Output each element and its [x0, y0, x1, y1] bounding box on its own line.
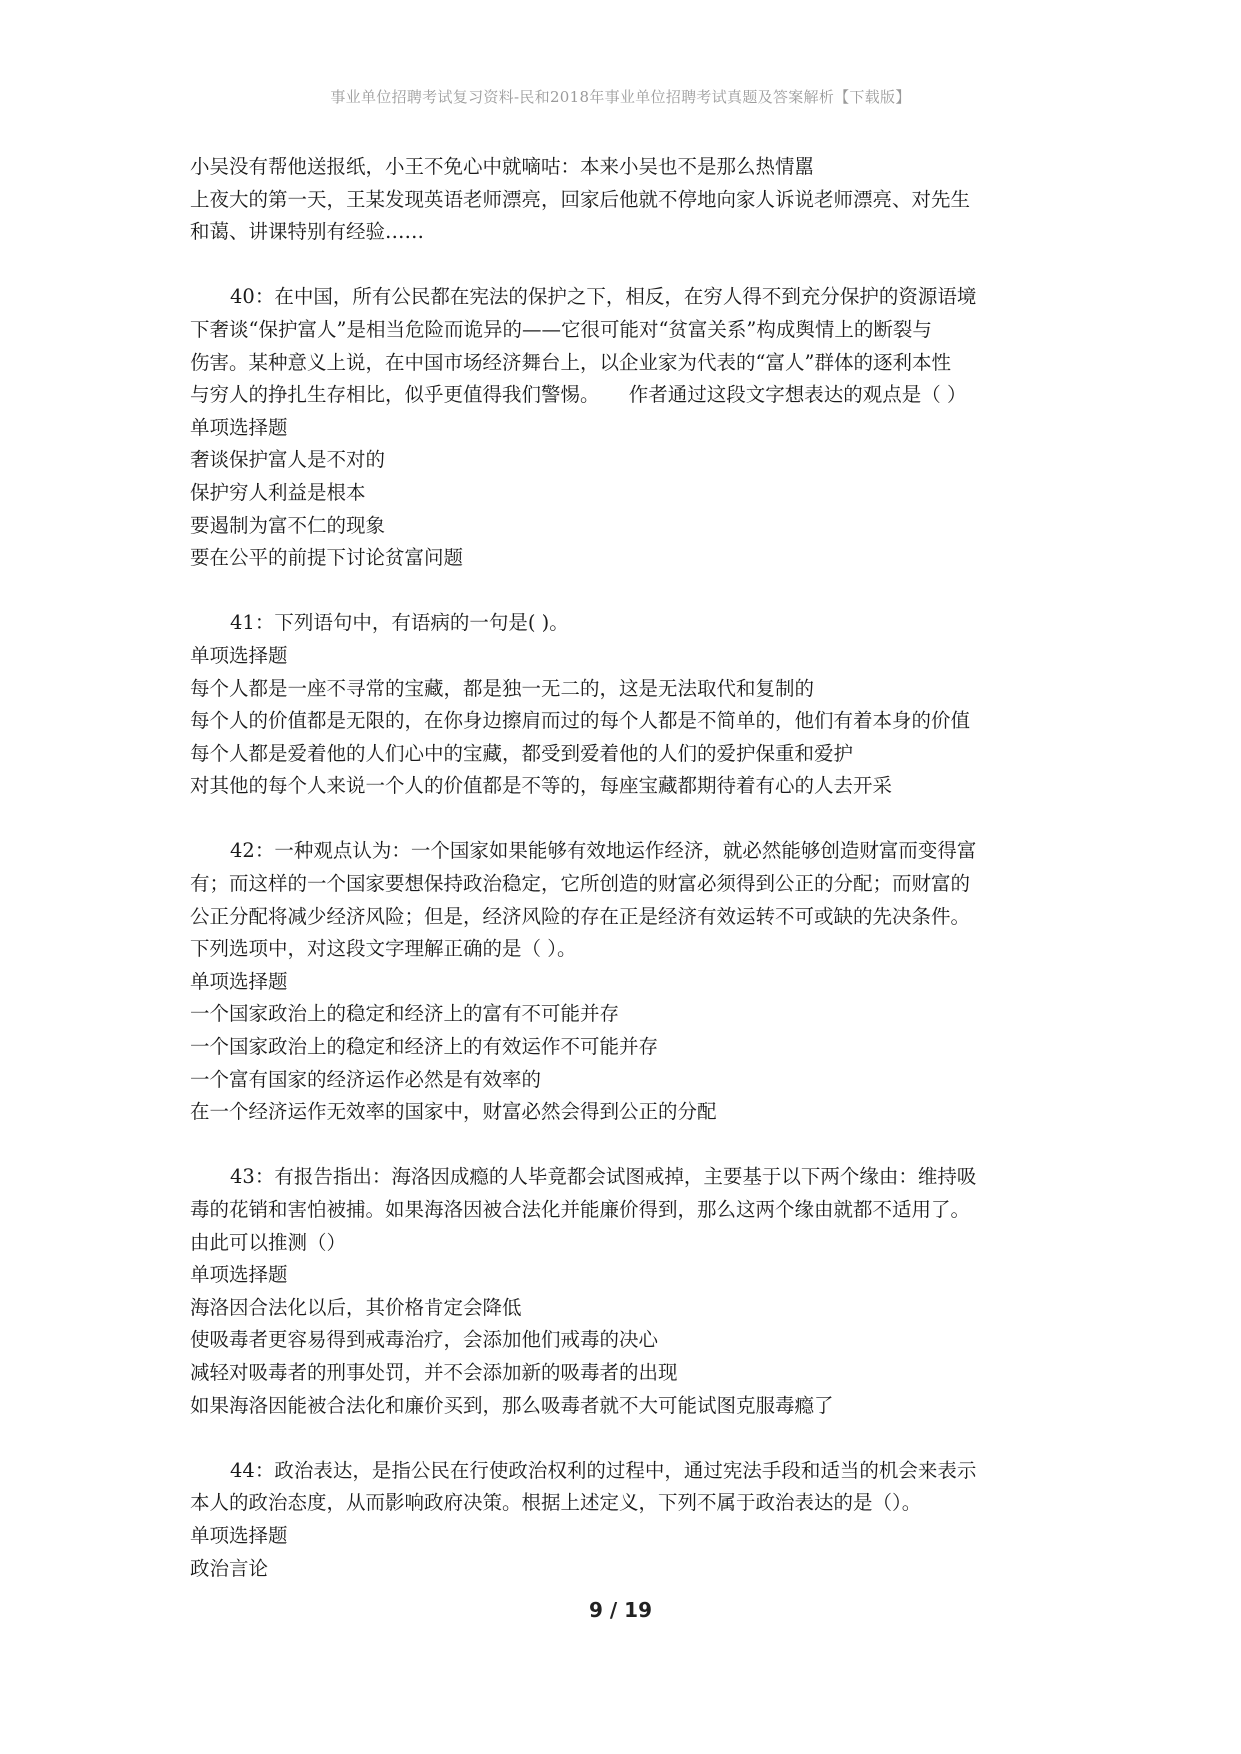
question-stem-line: 毒的花销和害怕被捕。如果海洛因被合法化并能廉价得到，那么这两个缘由就都不适用了。: [190, 1198, 971, 1221]
option-b: 一个国家政治上的稳定和经济上的有效运作不可能并存: [190, 1035, 659, 1059]
option-c: 一个富有国家的经济运作必然是有效率的: [190, 1067, 542, 1091]
text-line: 上夜大的第一天，王某发现英语老师漂亮，回家后他就不停地向家人诉说老师漂亮、对先生: [190, 187, 971, 211]
question-stem-line: 由此可以推测（）: [190, 1230, 347, 1254]
option-b: 保护穷人利益是根本: [190, 480, 366, 504]
option-a: 一个国家政治上的稳定和经济上的富有不可能并存: [190, 1002, 620, 1026]
question-stem-line: 下奢谈“保护富人”是相当危险而诡异的——它很可能对“贫富关系”构成舆情上的断裂与: [190, 317, 932, 341]
text-line: 和蔼、讲课特别有经验……: [190, 220, 425, 244]
question-stem-line: 40：在中国，所有公民都在宪法的保护之下，相反，在穷人得不到充分保护的资源语境: [230, 285, 977, 309]
question-stem-line: 公正分配将减少经济风险；但是，经济风险的存在正是经济有效运转不可或缺的先决条件。: [190, 904, 971, 928]
question-type: 单项选择题: [190, 1263, 288, 1287]
text-line: 小吴没有帮他送报纸，小王不免心中就嘀咕：本来小吴也不是那么热情嚚: [190, 155, 815, 178]
question-stem-line: 伤害。某种意义上说，在中国市场经济舞台上，以企业家为代表的“富人”群体的逐利本性: [190, 350, 951, 374]
question-stem-line: 本人的政治态度，从而影响政府决策。根据上述定义，下列不属于政治表达的是（）。: [190, 1491, 922, 1515]
intro-paragraph: [190, 151, 1070, 249]
option-d: 对其他的每个人来说一个人的价值都是不等的，每座宝藏都期待着有心的人去开采: [190, 774, 893, 798]
question-43: [190, 1161, 1070, 1422]
option-a: 奢谈保护富人是不对的: [190, 448, 386, 472]
page-number: 9 / 19: [589, 1598, 652, 1622]
question-stem-line: 43：有报告指出：海洛因成瘾的人毕竟都会试图戒掉，主要基于以下两个缘由：维持吸: [230, 1165, 977, 1189]
question-stem-line: 41：下列语句中，有语病的一句是( )。: [230, 611, 569, 635]
option-c: 减轻对吸毒者的刑事处罚，并不会添加新的吸毒者的出现: [190, 1360, 678, 1384]
question-42: [190, 835, 1070, 1128]
question-40: [190, 281, 1070, 574]
page-header: 事业单位招聘考试复习资料-民和2018年事业单位招聘考试真题及答案解析【下载版】: [330, 88, 911, 106]
question-stem-line: 有；而这样的一个国家要想保持政治稳定，它所创造的财富必须得到公正的分配；而财富的: [190, 872, 971, 896]
option-d: 要在公平的前提下讨论贫富问题: [190, 546, 464, 570]
option-a: 政治言论: [190, 1556, 269, 1580]
question-44: [190, 1455, 1070, 1585]
question-stem-line: 42：一种观点认为：一个国家如果能够有效地运作经济，就必然能够创造财富而变得富: [230, 839, 977, 863]
question-type: 单项选择题: [190, 643, 288, 667]
option-d: 如果海洛因能被合法化和廉价买到，那么吸毒者就不大可能试图克服毒瘾了: [190, 1393, 834, 1417]
question-stem-line: 与穷人的挣扎生存相比，似乎更值得我们警惕。 作者通过这段文字想表达的观点是（ ）: [190, 383, 967, 407]
option-a: 海洛因合法化以后，其价格肯定会降低: [190, 1295, 522, 1319]
option-c: 每个人都是爱着他的人们心中的宝藏，都受到爱着他的人们的爱护保重和爱护: [190, 741, 854, 765]
document-body: [190, 151, 1070, 1585]
question-stem-line: 44：政治表达，是指公民在行使政治权利的过程中，通过宪法手段和适当的机会来表示: [230, 1458, 977, 1482]
option-c: 要遏制为富不仁的现象: [190, 513, 386, 537]
question-41: [190, 607, 1070, 803]
question-type: 单项选择题: [190, 969, 288, 993]
option-b: 每个人的价值都是无限的，在你身边擦肩而过的每个人都是不简单的，他们有着本身的价值: [190, 709, 971, 733]
question-type: 单项选择题: [190, 415, 288, 439]
question-stem-line: 下列选项中，对这段文字理解正确的是（ ）。: [190, 937, 577, 961]
option-a: 每个人都是一座不寻常的宝藏，都是独一无二的，这是无法取代和复制的: [190, 676, 815, 700]
question-type: 单项选择题: [190, 1523, 288, 1547]
option-d: 在一个经济运作无效率的国家中，财富必然会得到公正的分配: [190, 1100, 717, 1124]
option-b: 使吸毒者更容易得到戒毒治疗，会添加他们戒毒的决心: [190, 1328, 659, 1352]
